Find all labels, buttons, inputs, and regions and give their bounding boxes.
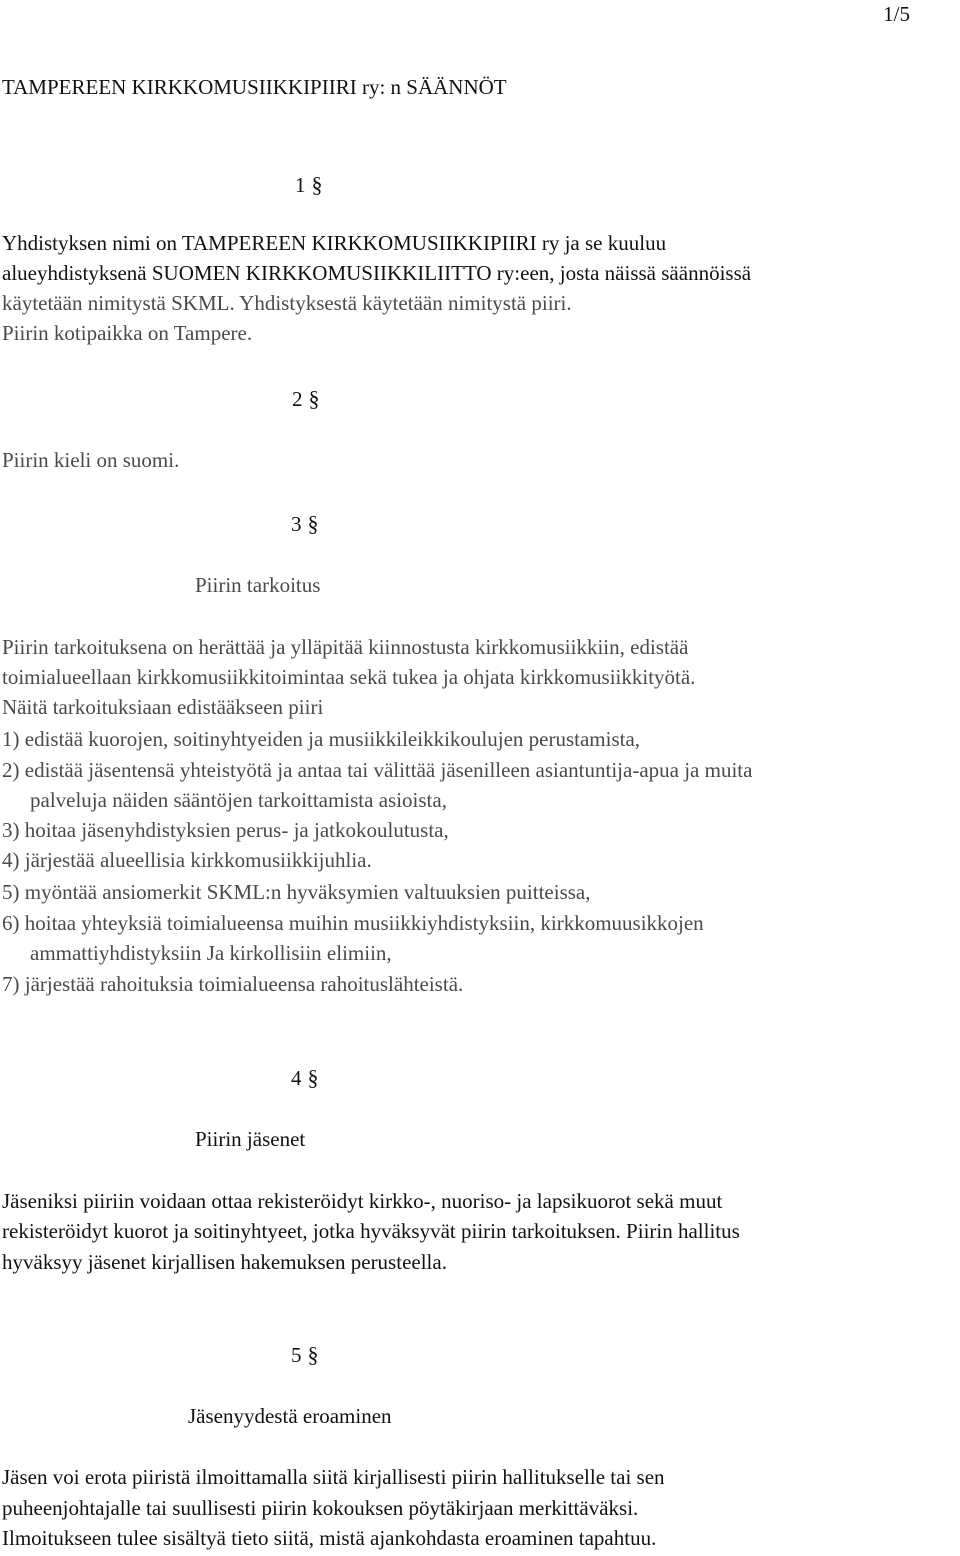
section-2-marker	[292, 384, 320, 414]
section-2-number: 2	[292, 387, 303, 411]
section-1-line: käytetään nimitystä SKML. Yhdistyksestä käytetään nimitystä piiri.	[2, 291, 572, 315]
section-symbol: §	[308, 386, 320, 411]
section-5-line: puheenjohtajalle tai suullisesti piirin kokouksen pöytäkirjaan merkittäväksi.	[2, 1496, 639, 1520]
section-4-line: Jäseniksi piiriin voidaan ottaa rekisteröidyt kirkko-, nuoriso- ja lapsikuorot sekä muut	[2, 1189, 723, 1213]
section-4-heading: Piirin jäsenet	[195, 1127, 306, 1151]
section-2-line: Piirin kieli on suomi.	[2, 448, 180, 472]
section-3-list-item: 2) edistää jäsentensä yhteistyötä ja antaa tai välittää jäsenilleen asiantuntija-apua ja muita	[2, 758, 753, 782]
section-1-line: alueyhdistyksenä SUOMEN KIRKKOMUSIIKKILIITTO ry:een, josta näissä säännöissä	[2, 261, 752, 285]
document-title: TAMPEREEN KIRKKOMUSIIKKIPIIRI ry: n SÄÄNNÖT	[2, 75, 507, 99]
section-5-heading: Jäsenyydestä eroaminen	[188, 1404, 392, 1428]
section-symbol: §	[307, 1342, 319, 1367]
section-symbol: §	[311, 172, 323, 197]
section-symbol: §	[307, 511, 319, 536]
section-5-number: 5	[291, 1343, 302, 1367]
section-5-line: Jäsen voi erota piiristä ilmoittamalla siitä kirjallisesti piirin hallitukselle tai sen	[2, 1465, 665, 1489]
section-3-line: toimialueellaan kirkkomusiikkitoimintaa sekä tukea ja ohjata kirkkomusiikkityötä.	[2, 665, 696, 689]
section-1-marker	[295, 170, 323, 200]
section-3-list-item: 7) järjestää rahoituksia toimialueensa rahoituslähteistä.	[2, 972, 464, 996]
section-3-line: Piirin tarkoituksena on herättää ja ylläpitää kiinnostusta kirkkomusiikkiin, edistää	[2, 635, 689, 659]
section-4-number: 4	[291, 1066, 302, 1090]
section-1-line: Piirin kotipaikka on Tampere.	[2, 321, 253, 345]
section-4-line: hyväksyy jäsenet kirjallisen hakemuksen perusteella.	[2, 1250, 447, 1274]
section-5-marker	[291, 1340, 319, 1370]
section-3-list-item: 6) hoitaa yhteyksiä toimialueensa muihin musiikkiyhdistyksiin, kirkkomuusikkojen	[2, 911, 704, 935]
section-3-heading: Piirin tarkoitus	[195, 573, 321, 597]
section-3-marker	[291, 509, 319, 539]
section-1-number: 1	[295, 173, 306, 197]
section-5-line: Ilmoitukseen tulee sisältyä tieto siitä, mistä ajankohdasta eroaminen tapahtuu.	[2, 1526, 657, 1550]
section-4-line: rekisteröidyt kuorot ja soitinyhtyeet, jotka hyväksyvät piirin tarkoituksen. Piirin hallitus	[2, 1219, 740, 1243]
section-3-list-item: 1) edistää kuorojen, soitinyhtyeiden ja musiikkileikkikoulujen perustamista,	[2, 727, 641, 751]
section-3-list-item-cont: palveluja näiden sääntöjen tarkoittamista asioista,	[30, 788, 447, 812]
page-number: 1/5	[883, 2, 910, 26]
section-symbol: §	[307, 1065, 319, 1090]
section-3-list-item: 3) hoitaa jäsenyhdistyksien perus- ja jatkokoulutusta,	[2, 818, 449, 842]
section-3-line: Näitä tarkoituksiaan edistääkseen piiri	[2, 695, 324, 719]
section-3-list-item-cont: ammattiyhdistyksiin Ja kirkollisiin elimiin,	[30, 941, 392, 965]
section-3-number: 3	[291, 512, 302, 536]
section-3-list-item: 4) järjestää alueellisia kirkkomusiikkijuhlia.	[2, 848, 372, 872]
section-4-marker	[291, 1063, 319, 1093]
section-1-line: Yhdistyksen nimi on TAMPEREEN KIRKKOMUSIIKKIPIIRI ry ja se kuuluu	[2, 231, 667, 255]
section-3-list-item: 5) myöntää ansiomerkit SKML:n hyväksymien valtuuksien puitteissa,	[2, 880, 591, 904]
